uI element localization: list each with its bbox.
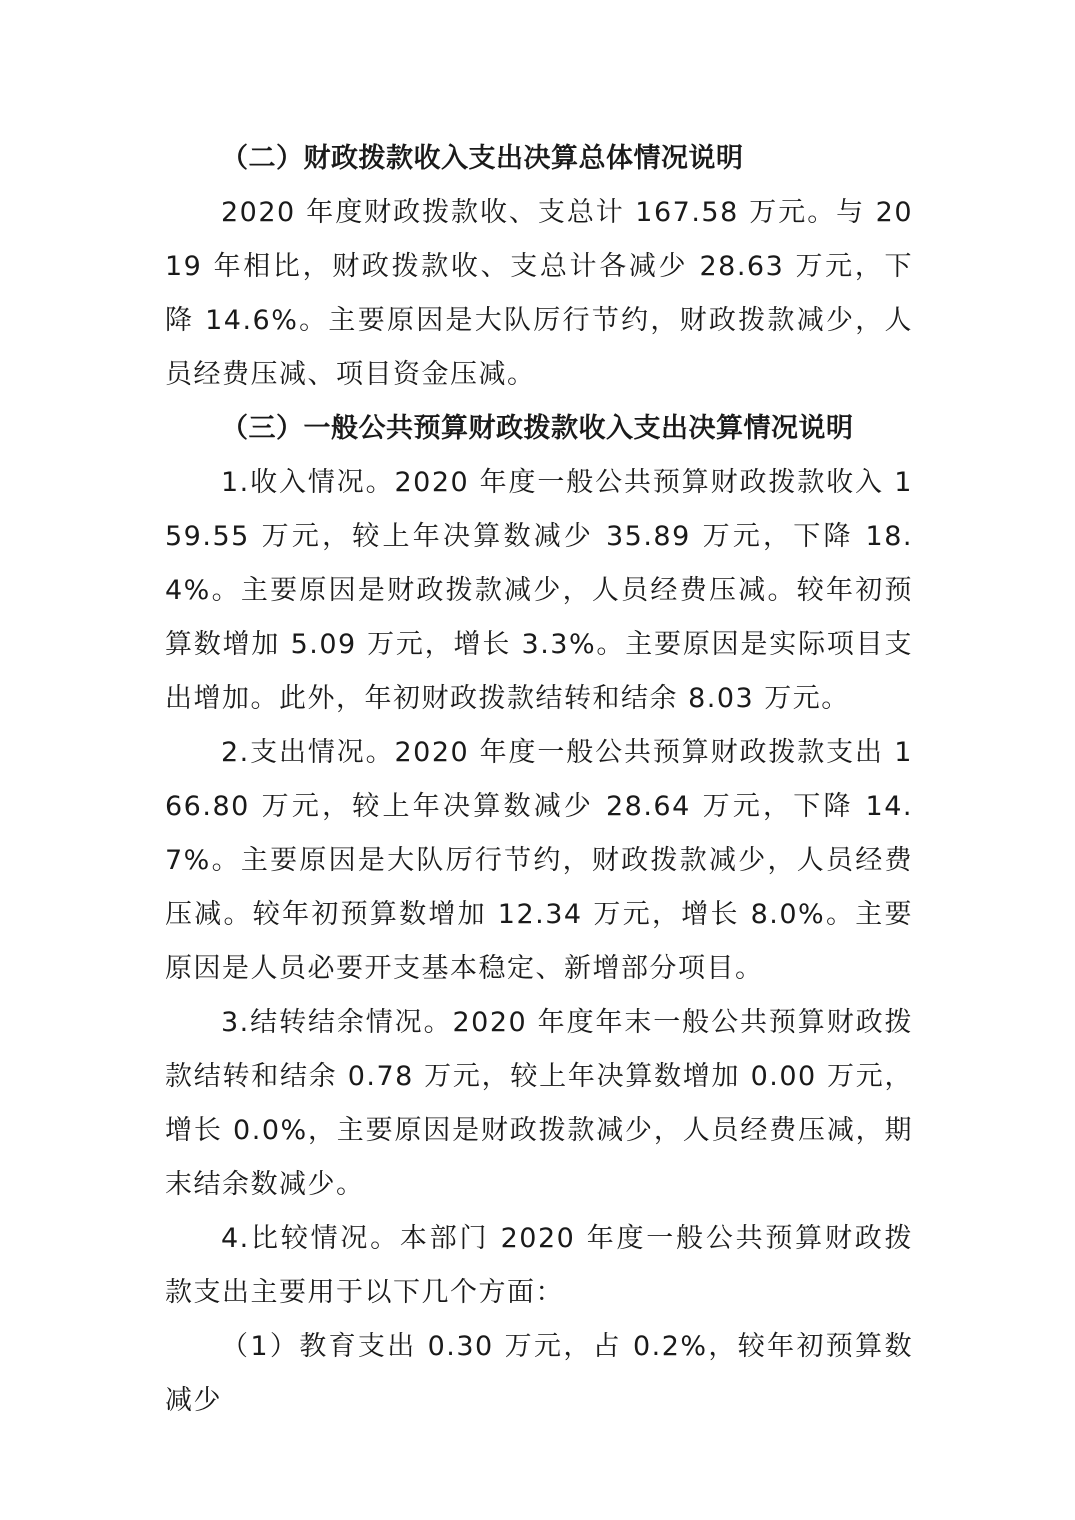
paragraph-carryover: 3.结转结余情况。2020 年度年末一般公共预算财政拨款结转和结余 0.78 万元，较上年决算数增加 0.00 万元，增长 0.0%，主要原因是财政拨款减少，人员经费压减，期末结余数减少。 (165, 1007, 913, 1200)
paragraph-expenditure: 2.支出情况。2020 年度一般公共预算财政拨款支出 166.80 万元，较上年决算数减少 28.64 万元，下降 14.7%。主要原因是大队厉行节约，财政拨款减少，人员经费压减。较年初预算数增加 12.34 万元，增长 8.0%。主要原因是人员必要开支基本稳定、新增部分项目。 (165, 737, 913, 984)
document-body (165, 132, 913, 1428)
paragraph-income: 1.收入情况。2020 年度一般公共预算财政拨款收入 159.55 万元，较上年决算数减少 35.89 万元，下降 18.4%。主要原因是财政拨款减少，人员经费压减。较年初预算数增加 5.09 万元，增长 3.3%。主要原因是实际项目支出增加。此外，年初财政拨款结转和结余 8.03 万元。 (165, 467, 913, 714)
paragraph-education-expenditure: （1）教育支出 0.30 万元，占 0.2%，较年初预算数减少 (165, 1331, 913, 1416)
paragraph-comparison: 4.比较情况。本部门 2020 年度一般公共预算财政拨款支出主要用于以下几个方面： (165, 1223, 913, 1308)
section-heading-general-budget: （三）一般公共预算财政拨款收入支出决算情况说明 (221, 413, 854, 444)
section-heading-fiscal-overview: （二）财政拨款收入支出决算总体情况说明 (221, 143, 744, 174)
paragraph-fiscal-overview: 2020 年度财政拨款收、支总计 167.58 万元。与 2019 年相比，财政拨款收、支总计各减少 28.63 万元，下降 14.6%。主要原因是大队厉行节约，财政拨款减少，人员经费压减、项目资金压减。 (165, 197, 913, 390)
